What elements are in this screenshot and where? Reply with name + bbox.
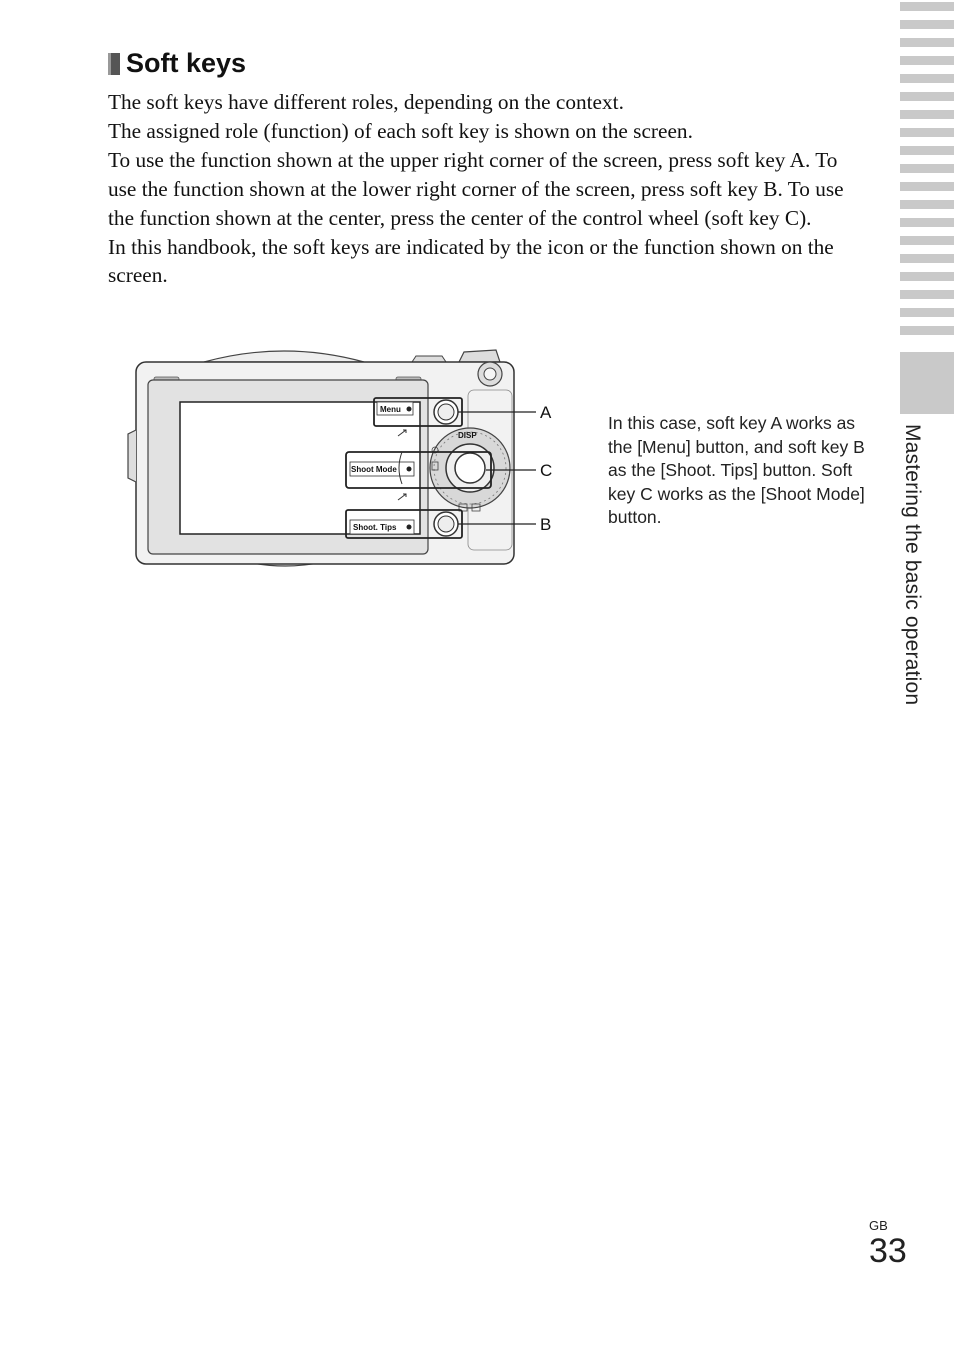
paragraph: To use the function shown at the upper right corner of the screen, press soft key A. To use the function shown at the lower right corner of the screen, press soft key B. To use the function shown at the center, press the center of the control wheel (soft key C). [108,147,844,230]
region-code: GB [869,1218,888,1233]
callout-c: C [540,461,553,480]
page-number: 33 [869,1232,907,1270]
paragraph: In this handbook, the soft keys are indicated by the icon or the function shown on the screen. [108,234,834,288]
shoot-mode-screen-label: Shoot Mode [351,465,397,474]
callout-b: B [540,515,552,534]
chapter-label [882,424,952,784]
heading-text: Soft keys [126,48,247,78]
shoot-tips-screen-label: Shoot. Tips [353,523,397,532]
chapter-label-text: Mastering the basic operation [901,424,924,706]
section-heading [108,48,246,79]
callout-a: A [540,403,552,422]
disp-label: DISP [458,431,477,440]
camera-diagram [124,340,564,580]
chapter-tab [898,0,954,420]
diagram-caption: In this case, soft key A works as the [Menu] button, and soft key B as the [Shoot. Tips] button. Soft key C works as the [Shoot Mode] button. [608,413,865,528]
body-text [108,88,868,290]
paragraph: The assigned role (function) of each soft key is shown on the screen. [108,118,693,143]
paragraph: The soft keys have different roles, depending on the context. [108,90,624,114]
menu-screen-label: Menu [380,405,401,414]
heading-marker [108,53,120,75]
chapter-tab-marker [900,352,954,414]
